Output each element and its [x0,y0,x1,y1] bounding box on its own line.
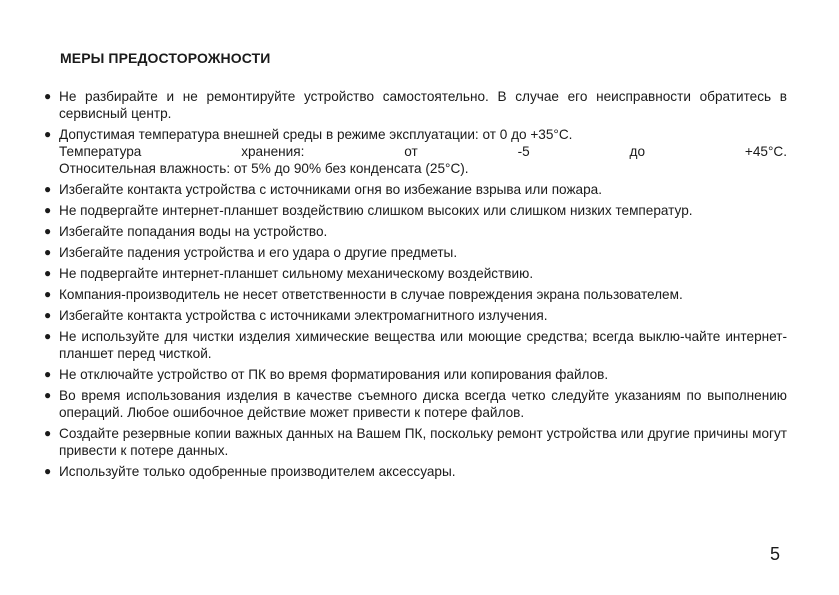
item-text: Не подвергайте интернет-планшет сильному механическому воздействию. [59,266,534,281]
item-text: Используйте только одобренные производителем аксессуары. [59,464,456,479]
storage-temperature-row [59,143,787,160]
item-text: Создайте резервные копии важных данных на Вашем ПК, поскольку ремонт устройства или другие причины могут привести к потере данных. [59,426,787,458]
list-item [42,223,787,240]
item-text: Компания-производитель не несет ответственности в случае повреждения экрана пользователем. [59,287,683,302]
bullet-icon: ● [44,426,52,440]
bullet-icon: ● [44,287,52,301]
item-text: Не разбирайте и не ремонтируйте устройство самостоятельно. В случае его неисправности обратитесь в сервисный центр. [59,89,787,121]
bullet-icon: ● [44,224,52,238]
item-text: Избегайте контакта устройства с источниками электромагнитного излучения. [59,308,548,323]
bullet-icon: ● [44,308,52,322]
storage-temp-min: -5 [517,144,530,159]
list-item [42,307,787,324]
bullet-icon: ● [44,245,52,259]
list-item [42,202,787,219]
humidity-text: Относительная влажность: от 5% до 90% без конденсата (25°C). [59,161,469,176]
item-text: Во время использования изделия в качестве съемного диска всегда четко следуйте указаниям по выполнению операций. Любое ошибочное действие может привести к потере файлов. [59,388,787,420]
bullet-icon: ● [44,464,52,478]
storage-temp-word: хранения: [241,144,305,159]
list-item [42,126,787,177]
list-item [42,265,787,282]
list-item [42,366,787,383]
item-text: Избегайте попадания воды на устройство. [59,224,328,239]
bullet-icon: ● [44,89,52,103]
bullet-icon: ● [44,182,52,196]
item-text: Избегайте контакта устройства с источниками огня во избежание взрыва или пожара. [59,182,603,197]
list-item [42,286,787,303]
list-item [42,463,787,480]
storage-temp-from: от [404,144,418,159]
bullet-icon: ● [44,127,52,141]
bullet-icon: ● [44,388,52,402]
item-text: Не отключайте устройство от ПК во время форматирования или копирования файлов. [59,367,609,382]
bullet-icon: ● [44,329,52,343]
bullet-icon: ● [44,203,52,217]
storage-temp-to: до [629,144,646,159]
section-heading: МЕРЫ ПРЕДОСТОРОЖНОСТИ [60,50,271,66]
list-item [42,244,787,261]
list-item [42,425,787,459]
list-item [42,181,787,198]
list-item [42,328,787,362]
precautions-list [42,88,787,480]
list-item [42,88,787,122]
storage-temp-max: +45°C. [744,144,787,159]
item-text: Избегайте падения устройства и его удара о другие предметы. [59,245,458,260]
item-text: Не используйте для чистки изделия химические вещества или моющие средства; всегда выклю-чайте интернет-планшет перед чисткой. [59,329,787,361]
list-item [42,387,787,421]
page-number: 5 [770,544,781,564]
item-text: Допустимая температура внешней среды в режиме эксплуатации: от 0 до +35°C. [59,127,573,142]
bullet-icon: ● [44,266,52,280]
storage-temp-label: Температура [59,144,142,159]
item-text: Не подвергайте интернет-планшет воздействию слишком высоких или слишком низких температур. [59,203,693,218]
bullet-icon: ● [44,367,52,381]
